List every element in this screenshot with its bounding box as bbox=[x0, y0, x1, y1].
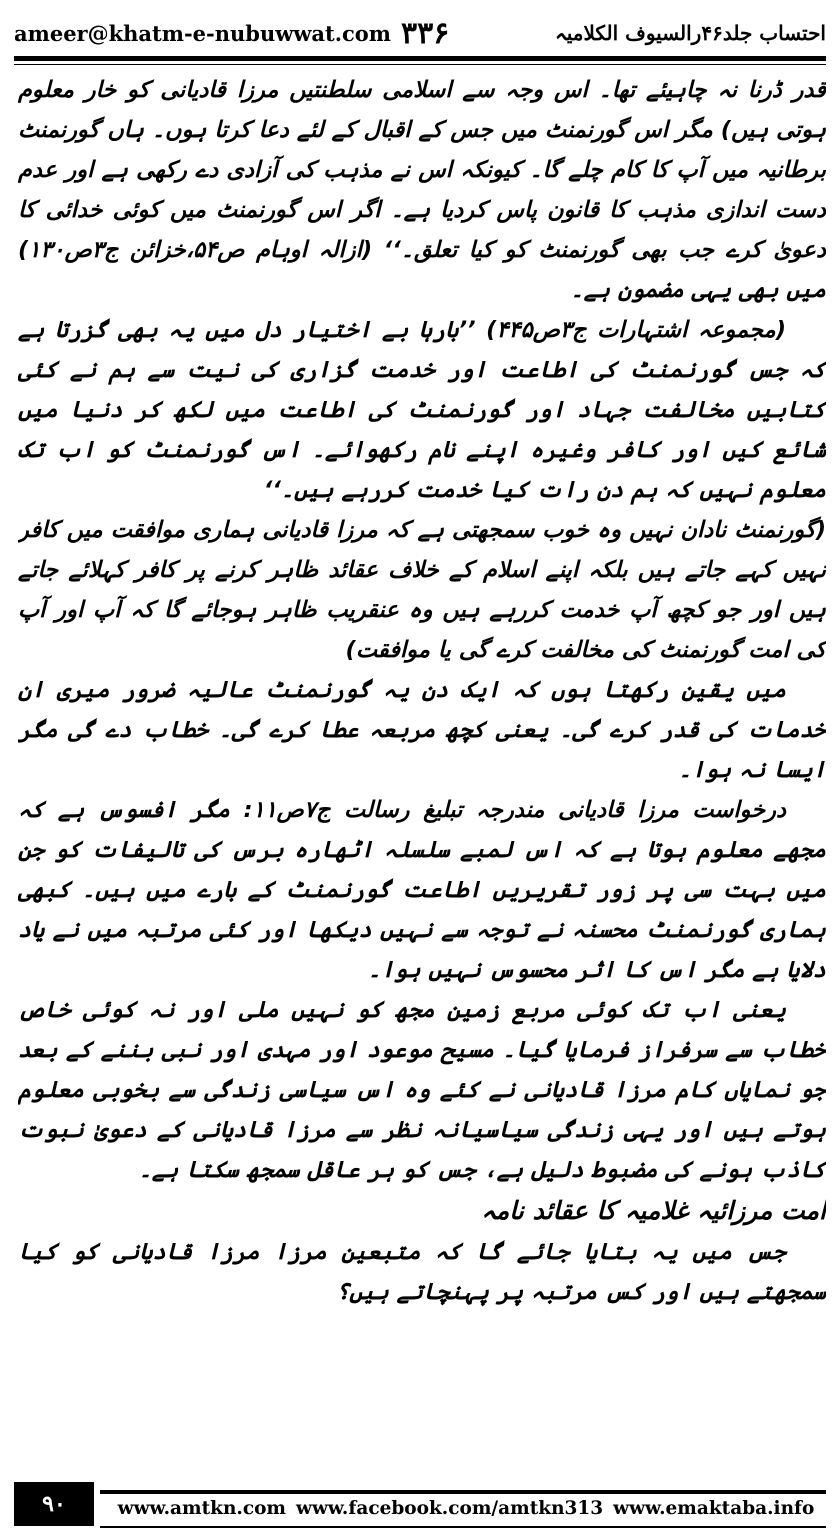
header-left bbox=[14, 16, 449, 51]
page-footer bbox=[14, 1478, 826, 1528]
footer-url-amtkn[interactable]: www.amtkn.com bbox=[117, 1498, 287, 1519]
footer-url-facebook[interactable]: www.facebook.com/amtkn313 bbox=[296, 1498, 604, 1519]
footer-urls bbox=[106, 1498, 826, 1524]
paragraph-6: یعنی اب تک کوئی مربع زمین مجھ کو نہیں ملی اور نہ کوئی خاص خطاب سے سرفراز فرمایا گیا۔ مسیح موعود اور مہدی اور نبی بننے کے بعد جو نمایاں کام مرزا قادیانی نے کئے وہ اس سیاسی زندگی سے بخوبی معلوم ہوتے ہیں اور یہی زندگی سیاسیانہ نظر سے مرزا قادیانی کے دعویٰ نبوت کاذب ہونے کی مضبوط دلیل ہے، جس کو ہر عاقل سمجھ سکتا ہے۔ bbox=[18, 997, 826, 1183]
section-intro: جس میں یہ بتایا جائے گا کہ متبعین مرزا مرزا قادیانی کو کیا سمجھتے ہیں اور کس مرتبہ پر پہنچاتے ہیں؟ bbox=[18, 1239, 826, 1305]
header-email: ameer@khatm-e-nubuwwat.com bbox=[14, 20, 392, 46]
paragraph-1: قدر ڈرنا نہ چاہیئے تھا۔ اس وجہ سے اسلامی سلطنتیں مرزا قادیانی کو خار معلوم ہوتی ہیں) مگر اس گورنمنٹ میں جس کے اقبال کے لئے دعا کرتا ہوں۔ ہاں گورنمنٹ برطانیہ میں آپ کا کام چلے گا۔ کیونکہ اس نے مذہب کی آزادی دے رکھی ہے اور عدم دست اندازی مذہب کا قانون پاس کردیا ہے۔ اگر اس گورنمنٹ میں کوئی خدائی کا دعویٰ کرے جب بھی گورنمنٹ کو کیا تعلق۔‘‘ (ازالہ اوہام ص۵۴،خزائن ج۳ص۱۳۰) میں بھی یہی مضمون ہے۔ bbox=[18, 77, 826, 303]
footer-rule-top bbox=[100, 1490, 826, 1494]
page-header bbox=[14, 16, 826, 50]
header-book-title: احتساب جلد۴۶رالسیوف الکلامیہ bbox=[555, 21, 826, 45]
paragraph-4: میں یقین رکھتا ہوں کہ ایک دن یہ گورنمنٹ عالیہ ضرور میری ان خدمات کی قدر کرے گی۔ یعنی کچھ مربعہ عطا کرے گی۔ خطاب دے گی مگر ایسا نہ ہوا۔ bbox=[18, 677, 826, 783]
section-heading: امت مرزائیہ غلامیہ کا عقائد نامہ bbox=[481, 1196, 826, 1225]
footer-url-emaktaba[interactable]: www.emaktaba.info bbox=[613, 1498, 815, 1519]
paragraph-2: (مجموعہ اشتہارات ج۳ص۴۴۵) ’’بارہا بے اختیار دل میں یہ بھی گزرتا ہے کہ جس گورنمنٹ کی اطاعت اور خدمت گزاری کی نیت سے ہم نے کئی کتابیں مخالفت جہاد اور گورنمنٹ کی اطاعت میں لکھ کر دنیا میں شائع کیں اور کافر وغیرہ اپنے نام رکھوائے۔ اس گورنمنٹ کو اب تک معلوم نہیں کہ ہم دن رات کیا خدمت کررہے ہیں۔‘‘ bbox=[18, 317, 826, 503]
footer-rule-bottom bbox=[100, 1526, 826, 1528]
paragraph-5: درخواست مرزا قادیانی مندرجہ تبلیغ رسالت ج۷ص۱۱: مگر افسوس ہے کہ مجھے معلوم ہوتا ہے کہ اس لمبے سلسلہ اٹھارہ برس کی تالیفات کو جن میں بہت سی پر زور تقریریں اطاعت گورنمنٹ کے بارے میں ہیں۔ کبھی ہماری گورنمنٹ محسنہ نے توجہ سے نہیں دیکھا اور کئی مرتبہ میں نے یاد دلایا ہے مگر اس کا اثر محسوس نہیں ہوا۔ bbox=[18, 797, 826, 983]
page-body bbox=[18, 70, 826, 1460]
header-rule-thick bbox=[14, 56, 826, 61]
paragraph-3: (گورنمنٹ نادان نہیں وہ خوب سمجھتی ہے کہ مرزا قادیانی ہماری موافقت میں کافر نہیں کہے جاتے ہیں بلکہ اپنے اسلام کے خلاف عقائد ظاہر کرنے پر کافر کہلائے جاتے ہیں اور جو کچھ آپ خدمت کررہے ہیں وہ عنقریب ظاہر ہوجائے گا کہ آپ اور آپ کی امت گورنمنٹ کی مخالفت کرے گی یا موافقت) bbox=[18, 517, 826, 663]
footer-section-number: ۹۰ bbox=[14, 1482, 94, 1526]
header-page-number: ۳۳۶ bbox=[401, 15, 450, 51]
header-rule-thin bbox=[14, 64, 826, 65]
